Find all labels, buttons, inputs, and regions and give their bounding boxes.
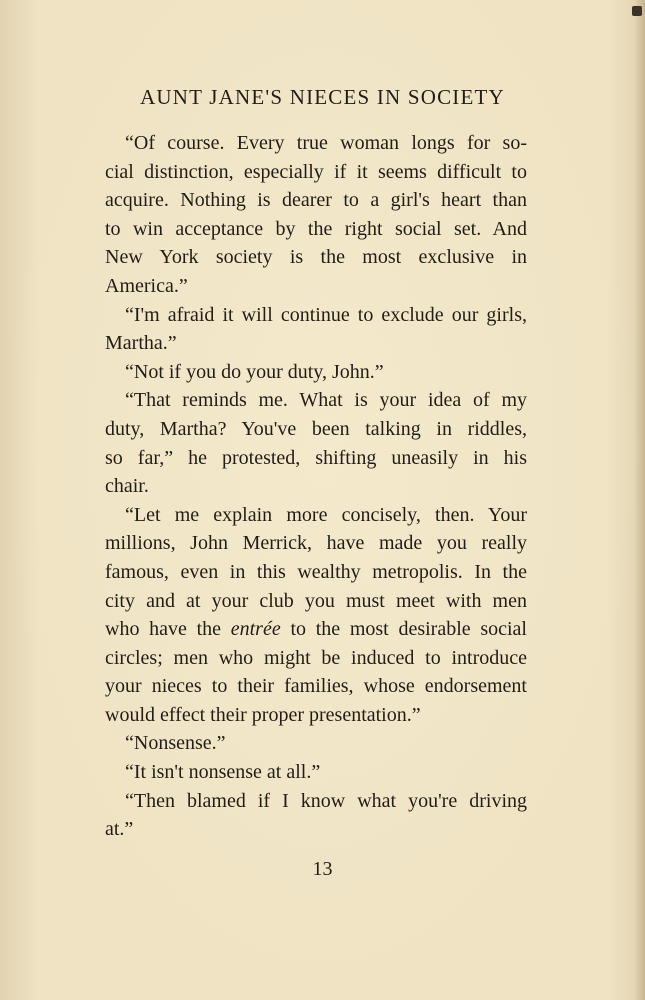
paragraph (85, 301, 527, 358)
corner-mark (632, 6, 642, 16)
text-line: who have the entrée to the most desirable social (105, 618, 527, 641)
paragraph (85, 386, 527, 500)
body-text (85, 129, 527, 844)
paragraph (85, 358, 527, 387)
text-line: “I'm afraid it will continue to exclude our girls, (125, 303, 527, 326)
paragraph (85, 758, 527, 787)
text-line: “It isn't nonsense at all.” (125, 761, 321, 784)
text-line: acquire. Nothing is dearer to a girl's heart than (105, 189, 527, 212)
text-line: “Let me explain more concisely, then. Your (125, 503, 527, 526)
text-line: chair. (105, 475, 149, 498)
text-line: New York society is the most exclusive in (105, 246, 527, 269)
running-header: AUNT JANE'S NIECES IN SOCIETY (140, 85, 505, 109)
text-line: to win acceptance by the right social set. And (105, 217, 527, 240)
text-line: at.” (105, 818, 134, 841)
page-number: 13 (312, 858, 333, 880)
text-line: “That reminds me. What is your idea of my (125, 389, 527, 412)
text-line: cial distinction, especially if it seems difficult to (105, 160, 527, 183)
text-line: duty, Martha? You've been talking in riddles, (105, 417, 527, 440)
page-edge-shadow (634, 0, 645, 1000)
text-line: so far,” he protested, shifting uneasily in his (105, 446, 527, 469)
paragraph (85, 501, 527, 730)
text-line: circles; men who might be induced to introduce (105, 646, 527, 669)
text-line: “Then blamed if I know what you're driving (125, 789, 527, 812)
text-line: “Nonsense.” (125, 732, 226, 755)
text-line: “Not if you do your duty, John.” (125, 360, 384, 383)
text-line: your nieces to their families, whose endorsement (105, 675, 527, 698)
text-line: famous, even in this wealthy metropolis. In the (105, 560, 527, 583)
text-line: Martha.” (105, 332, 177, 355)
text-line: millions, John Merrick, have made you really (105, 532, 527, 555)
paragraph (85, 787, 527, 844)
text-line: “Of course. Every true woman longs for so- (125, 132, 527, 154)
text-line: city and at your club you must meet with men (105, 589, 527, 612)
paragraph (85, 129, 527, 301)
paragraph (85, 729, 527, 758)
text-line: America.” (105, 274, 188, 297)
text-line: would effect their proper presentation.” (105, 703, 421, 726)
